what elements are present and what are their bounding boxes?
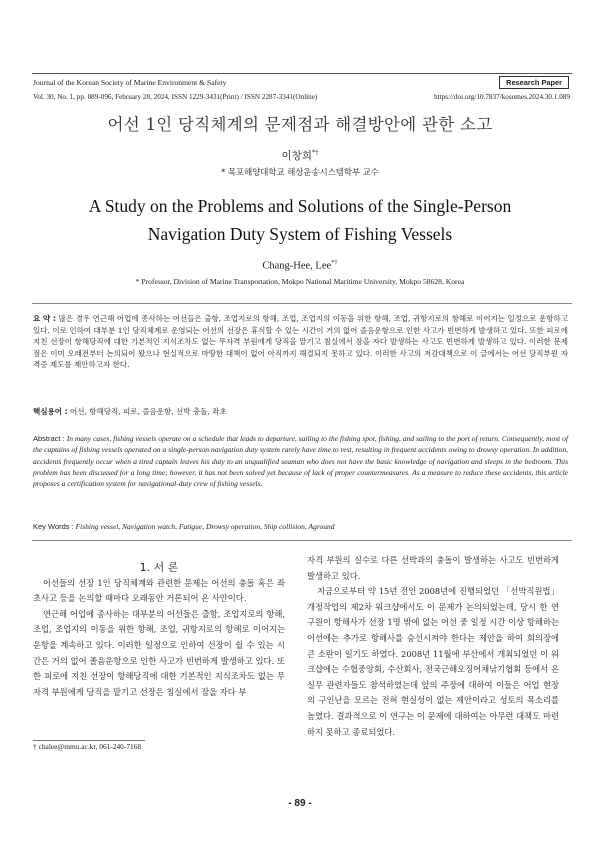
doi-link[interactable]: https://doi.org/10.7837/kosomes.2024.30.1.089	[433, 93, 570, 101]
header-rule	[32, 73, 572, 74]
footnote-mark: †	[33, 742, 37, 751]
english-title-line1: A Study on the Problems and Solutions of the Single-Person	[88, 196, 512, 216]
korean-abstract-label: 요 약 :	[33, 314, 57, 323]
korean-abstract-text: 많은 경우 연근해 어업에 종사하는 어선들은 출항, 조업지로의 항해, 조업, 조업지의 이동을 위한 항해, 조업, 귀항지로의 항해로 이어지는 일정으로 운항하고 있다. 이로 인하여 대부분 1인 당직체계로 운영되는 어선의 선장은 휴식할 수 있는 시간이 거의 없어 졸음운항으로 인한 사고가 빈번하게 발생하고 있다. 또한 피로에 지친 선장이 항해당직에 대한 기본적인 지식조차도 없는 무자격 부원에게 당직을 맡기고 침실에서 잠을 자다 발생하는 사고도 빈번하게 발생하고 있다. 이러한 문제점은 이미 오래전부터 논의되어 왔으나 현실적으로 마땅한 대책이 없어 아직까지 해결되지 못하고 있다. 이러한 사고의 저감대책으로 이 글에서는 어선 당직부원 자격증 제도를 제안하고자 한다.	[33, 314, 568, 370]
left-paragraph-2: 연근해 어업에 종사하는 대부분의 어선들은 출항, 조업지로의 항해, 조업, 조업지의 이동을 위한 항해, 조업, 귀항지로의 항해로 이어지는 운항을 계속하고 있다. 이러한 일정으로 인하여 선장이 쉴 수 있는 시간은 거의 없어 졸음운항으로 인한 사고가 빈번하게 발생하고 있다. 또한 피로에 지친 선장이 항해당직에 대한 기본적인 지식조차도 없는 무자격 부원에게 당직을 맡기고 선장은 침실에서 잠을 자다 부	[33, 608, 285, 697]
english-title-line2: Navigation Duty System of Fishing Vessels	[147, 224, 453, 244]
english-author	[0, 259, 600, 272]
footnote-rule	[33, 740, 145, 741]
english-abstract-text: In many cases, fishing vessels operate on a schedule that leads to departure, sailing to the fishing spot, fishing, and sailing to the port of return. Consequently, most of the captains of fishing vessels operated on a single-person navigation duty system rarely have time to rest, resulting in frequent accidents owing to drowsy operation. In addition, accidents frequently occur when a tired captain leaves his duty to an unqualified seaman who does not have the basic knowledge of navigation and sleeps in the bedroom. This problem has been discussed for a long time; however, it has not been solved yet because of lack of proper countermeasures. As a measure to reduce these accidents, this article proposes a certification system for navigational-duty crew of fishing vessels.	[33, 434, 568, 489]
korean-abstract	[33, 313, 568, 371]
english-keywords-label: Key Words :	[33, 522, 74, 531]
volume-info: Vol. 30, No. 1, pp. 089-096, February 28, 2024, ISSN 1229-3431(Print) / ISSN 2287-3341(Online)	[33, 93, 318, 101]
english-keywords	[33, 522, 568, 531]
abstract-top-rule	[32, 303, 572, 304]
body-right-column	[307, 553, 559, 740]
body-left-column	[33, 560, 285, 700]
abstract-bottom-rule	[32, 540, 572, 541]
left-paragraph-1: 어선들의 선장 1인 당직체계와 관련한 문제는 어선의 충돌 혹은 좌초사고 등을 논의할 때마다 오래동안 거론되어 온 사안이다.	[33, 577, 285, 604]
journal-name: Journal of the Korean Society of Marine Environment & Safety	[33, 78, 227, 87]
english-abstract-label: Abstract :	[33, 434, 65, 443]
english-author-mark: *†	[331, 259, 338, 266]
english-keywords-text: Fishing vessel, Navigation watch, Fatigue, Drowsy operation, Ship collision, Aground	[75, 522, 335, 531]
korean-author-name: 이창희	[281, 150, 312, 162]
korean-keywords-label: 핵심용어 :	[33, 407, 68, 416]
korean-keywords-text: 어선, 항해당직, 피로, 졸음운항, 선박 충돌, 좌초	[69, 407, 227, 416]
paper-type-badge: Research Paper	[499, 76, 569, 89]
right-paragraph-2: 지금으로부터 약 15년 전인 2008년에 진행되었던 「선박직원법」 개정작업의 제2차 워크샵에서도 이 문제가 논의되었는데, 당시 한 연구원이 항해사가 선장 1명 밖에 없는 어선 중 일정 시간 이상 항해하는 어선에는 추가로 항해사를 승선시켜야 한다는 제안을 하여 회의장에 큰 소란이 일기도 하였다. 2008년 11월에 부산에서 개최되었던 이 워크샵에는 수협중앙회, 수산회사, 전국근해오징어채낚기협회 등에서 온 실무 관련자들도 참석하였는데 앞의 주장에 대하여 이들은 어업 현장의 구인난을 모르는 전혀 현실성이 없는 제안이라고 성토의 목소리를 높였다. 결과적으로 이 연구는 이 문제에 대하여는 아무런 대책도 마련하지 못하고 종료되었다.	[307, 586, 559, 737]
footnote	[33, 742, 141, 751]
korean-keywords	[33, 406, 568, 417]
right-paragraph-1: 자격 부원의 실수로 다른 선박과의 충돌이 발생하는 사고도 빈번하게 발생하고 있다.	[307, 555, 559, 581]
korean-author	[0, 148, 600, 163]
english-abstract	[33, 433, 568, 489]
korean-title: 어선 1인 당직체계의 문제점과 해결방안에 관한 소고	[107, 115, 493, 134]
korean-author-mark: *†	[311, 148, 319, 157]
page-number: - 89 -	[288, 798, 312, 809]
english-affiliation: * Professor, Division of Marine Transportation, Mokpo National Maritime University, Mokpo 58628, Korea	[135, 277, 465, 286]
english-title	[40, 192, 560, 248]
english-author-name: Chang-Hee, Lee	[262, 260, 332, 272]
section-heading: 1. 서 론	[139, 561, 179, 574]
korean-affiliation: * 목포해양대학교 해상운송시스템학부 교수	[221, 167, 379, 177]
footnote-email: chalee@mmu.ac.kr, 061-240-7168	[38, 742, 142, 751]
